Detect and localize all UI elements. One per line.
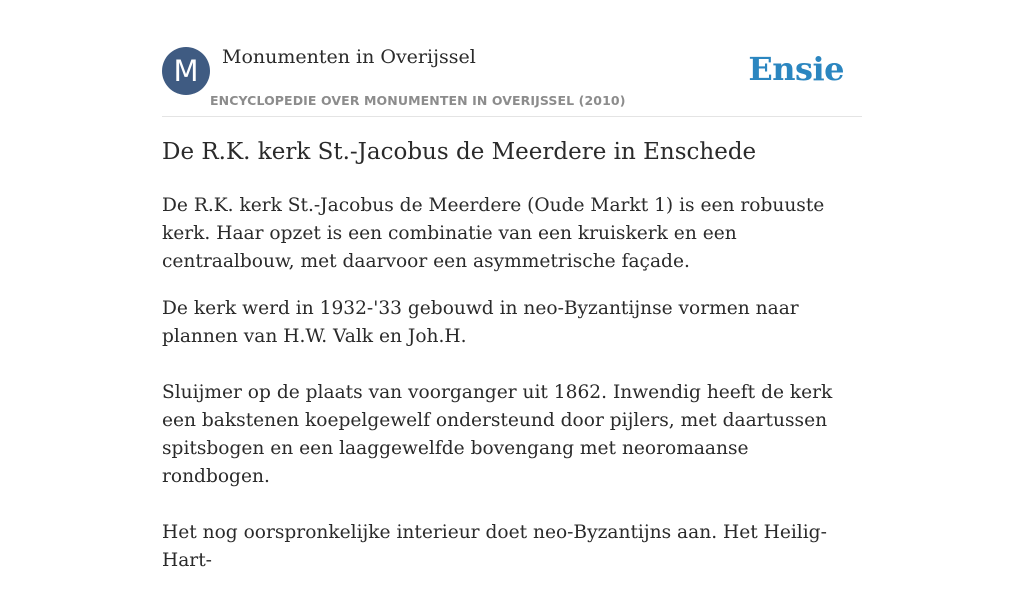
article-paragraph: De R.K. kerk St.-Jacobus de Meerdere (Oude Markt 1) is een robuuste kerk. Haar opzet is een combinatie van een kruiskerk en een centraalbouw, met daarvoor een asymmetrische façade. [162, 195, 825, 272]
ensie-logo[interactable]: Ensie [748, 50, 844, 88]
article-paragraph: Het nog oorspronkelijke interieur doet neo-Byzantijns aan. Het Heilig-Hart- [162, 522, 827, 571]
source-avatar[interactable]: M [162, 47, 210, 95]
article-title: De R.K. kerk St.-Jacobus de Meerdere in Enschede [162, 139, 757, 165]
source-subtitle: ENCYCLOPEDIE OVER MONUMENTEN IN OVERIJSSEL (2010) [210, 93, 626, 108]
article-body [162, 192, 862, 594]
source-header [162, 44, 862, 117]
article-paragraph: Sluijmer op de plaats van voorganger uit 1862. Inwendig heeft de kerk een bakstenen koepelgewelf ondersteund door pijlers, met daartussen spitsbogen en een laaggewelfde bovengang met neoromaanse rondbogen. [162, 382, 833, 487]
article-paragraph: De kerk werd in 1932-'33 gebouwd in neo-Byzantijnse vormen naar plannen van H.W. Valk en Joh.H. [162, 298, 799, 347]
source-title-link[interactable]: Monumenten in Overijssel [222, 46, 476, 68]
